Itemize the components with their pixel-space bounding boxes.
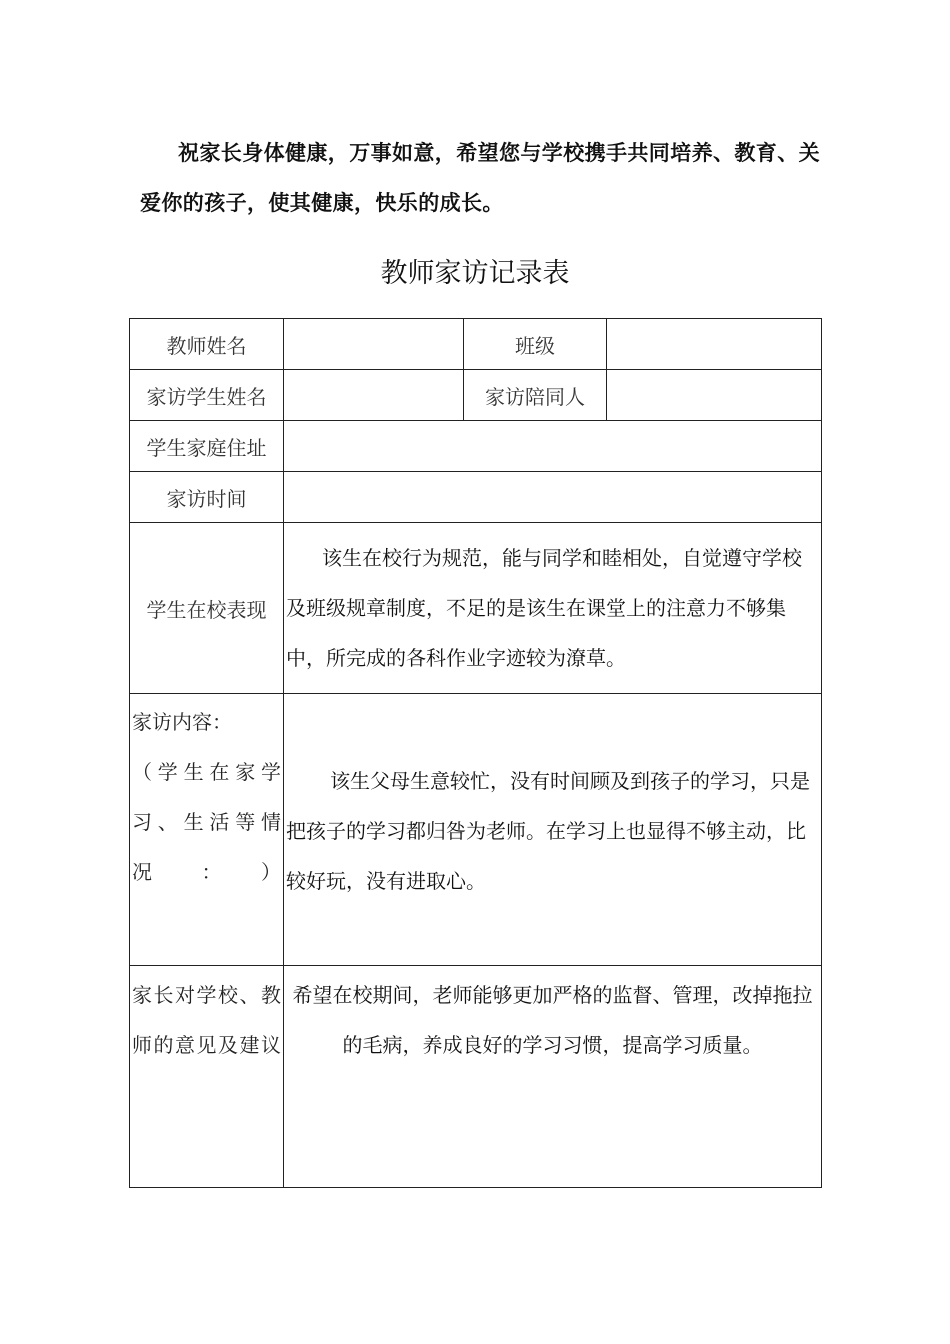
parent-opinion-label: 家长对学校、教师的意见及建议 xyxy=(130,966,284,1188)
address-field[interactable] xyxy=(284,421,822,472)
intro-paragraph: 祝家长身体健康，万事如意，希望您与学校携手共同培养、教育、关爱你的孩子，使其健康，快乐的成长。 xyxy=(140,141,820,215)
teacher-name-label: 教师姓名 xyxy=(130,319,284,370)
visit-content-label-heading: 家访内容： xyxy=(132,710,232,734)
table-row xyxy=(130,694,822,966)
school-performance-text: 该生在校行为规范，能与同学和睦相处，自觉遵守学校及班级规章制度，不足的是该生在课堂上的注意力不够集中，所完成的各科作业字迹较为潦草。 xyxy=(284,523,822,694)
table-row xyxy=(130,319,822,370)
table-row xyxy=(130,421,822,472)
visit-content-label xyxy=(130,694,284,966)
student-name-field[interactable] xyxy=(284,370,464,421)
companion-field[interactable] xyxy=(607,370,822,421)
parent-opinion-text: 希望在校期间，老师能够更加严格的监督、管理，改掉拖拉的毛病，养成良好的学习习惯，提高学习质量。 xyxy=(284,966,822,1188)
table-row xyxy=(130,472,822,523)
teacher-name-field[interactable] xyxy=(284,319,464,370)
home-visit-record-table xyxy=(129,318,822,1188)
companion-label: 家访陪同人 xyxy=(464,370,607,421)
table-row xyxy=(130,370,822,421)
class-label: 班级 xyxy=(464,319,607,370)
student-name-label: 家访学生姓名 xyxy=(130,370,284,421)
visit-time-field[interactable] xyxy=(284,472,822,523)
visit-content-text: 该生父母生意较忙，没有时间顾及到孩子的学习，只是把孩子的学习都归咎为老师。在学习上也显得不够主动，比较好玩，没有进取心。 xyxy=(284,694,822,966)
address-label: 学生家庭住址 xyxy=(130,421,284,472)
visit-time-label: 家访时间 xyxy=(130,472,284,523)
table-row xyxy=(130,966,822,1188)
visit-content-label-note: （学生在家学习、生活等情况：） xyxy=(132,760,281,884)
class-field[interactable] xyxy=(607,319,822,370)
table-row xyxy=(130,523,822,694)
school-performance-label: 学生在校表现 xyxy=(130,523,284,694)
page-title: 教师家访记录表 xyxy=(380,258,570,289)
